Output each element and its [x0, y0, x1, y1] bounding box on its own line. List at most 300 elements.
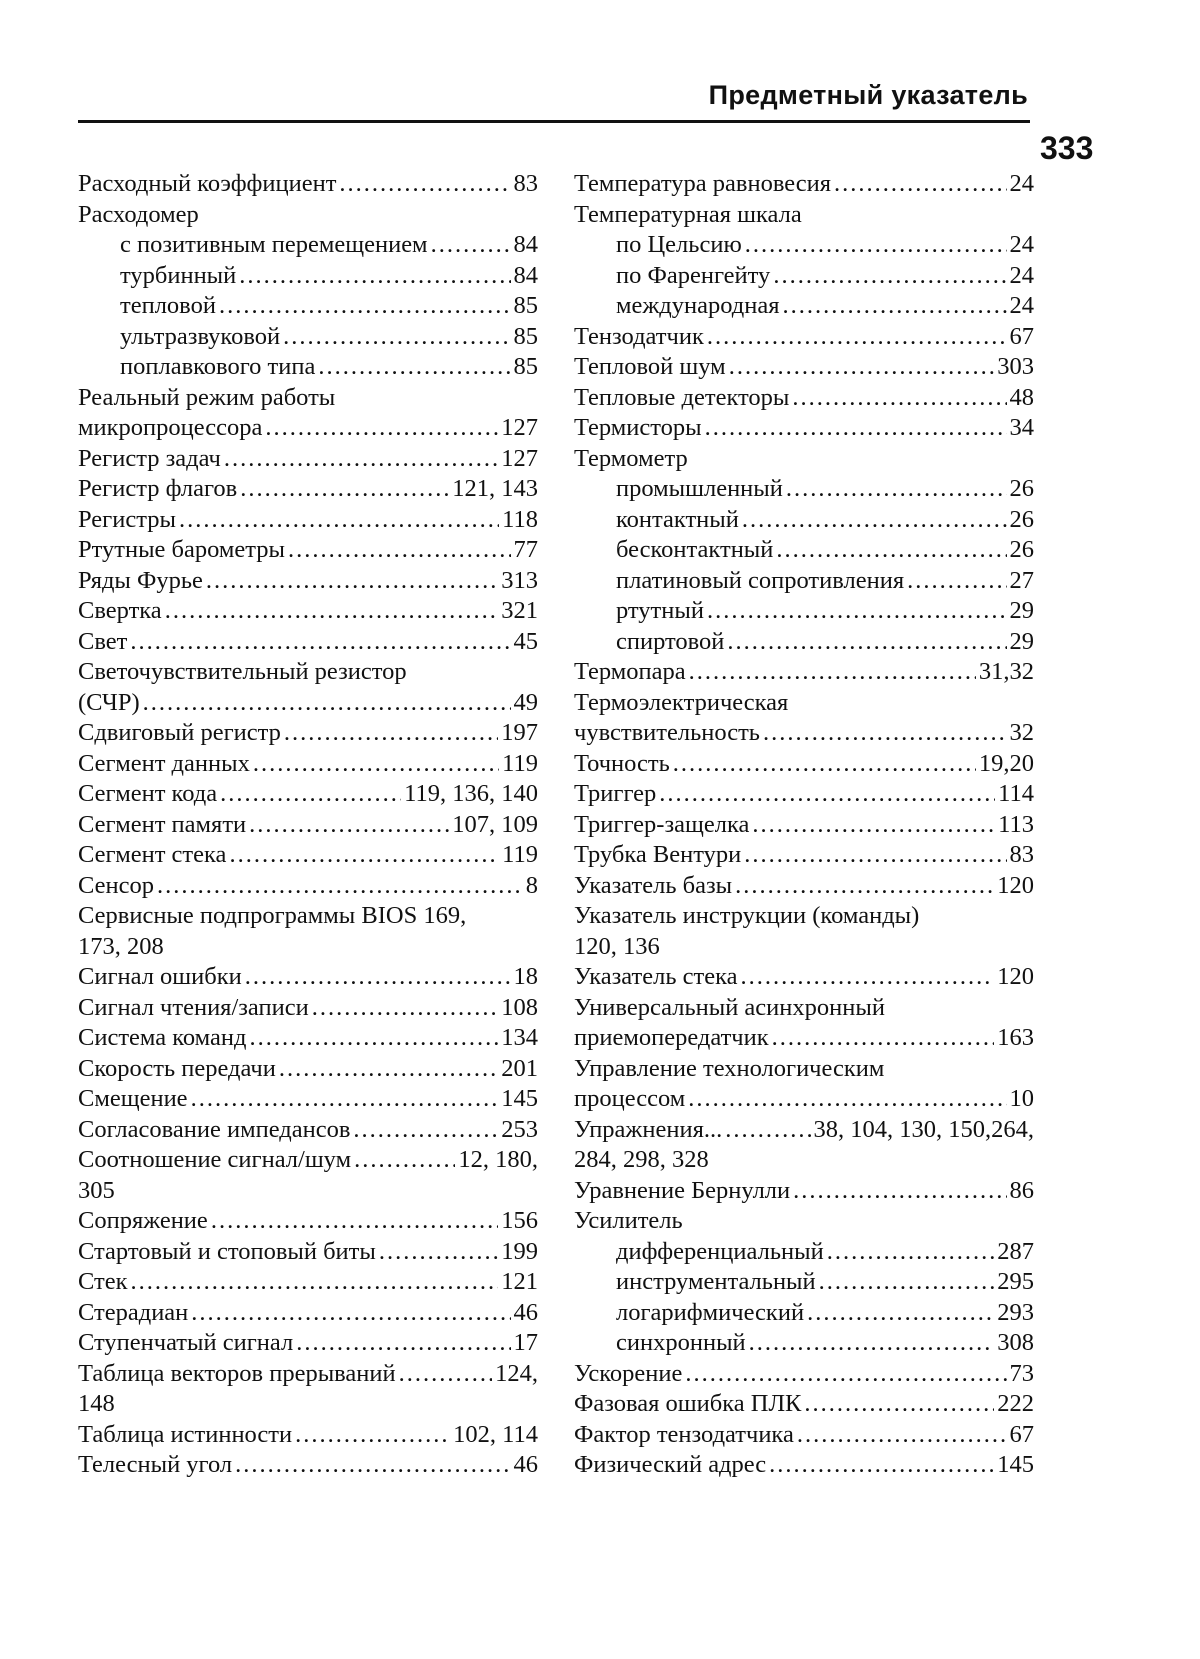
index-term: Скорость передачи [78, 1054, 276, 1082]
index-entry [574, 352, 1034, 383]
index-entry [574, 779, 1034, 810]
index-page-refs: 119, 136, 140 [404, 780, 538, 807]
dot-leader [239, 261, 510, 292]
index-page-refs: 86 [1009, 1176, 1034, 1204]
dot-leader [819, 1267, 995, 1298]
index-term: поплавкового типа [120, 353, 316, 380]
index-entry [78, 901, 538, 932]
index-page-refs: 120 [997, 963, 1034, 990]
index-term: Точность [574, 749, 670, 777]
index-page-refs: 287 [997, 1237, 1034, 1265]
index-term: по Фаренгейту [616, 261, 771, 289]
index-term: Тензодатчик [574, 322, 704, 350]
index-term: Регистры [78, 505, 176, 533]
index-term: Реальный режим работы [78, 383, 336, 411]
index-entry [78, 1176, 538, 1207]
index-term: Тепловой шум [574, 353, 726, 380]
index-term: чувствительность [574, 719, 760, 746]
dot-leader [206, 566, 498, 597]
dot-leader [729, 352, 995, 383]
index-page-refs: 18 [513, 963, 538, 990]
dot-leader [431, 230, 511, 261]
dot-leader [211, 1206, 498, 1237]
index-entry [78, 779, 538, 810]
index-subentry [574, 261, 1034, 292]
index-page-refs: 29 [1009, 597, 1034, 624]
dot-leader [312, 993, 499, 1024]
dot-leader [249, 1023, 498, 1054]
dot-leader [793, 1176, 1006, 1207]
dot-leader [827, 1237, 995, 1268]
index-term: инструментальный [616, 1268, 816, 1295]
index-entry [78, 1023, 538, 1054]
index-entry [78, 1206, 538, 1237]
index-subentry [574, 566, 1034, 597]
index-page-refs: 73 [1009, 1359, 1034, 1387]
index-page-refs: 19,20 [978, 749, 1034, 777]
index-entry [574, 444, 1034, 475]
index-page-refs: 45 [513, 627, 538, 655]
dot-leader [744, 840, 1006, 871]
index-term: микропроцессора [78, 414, 263, 441]
index-entry [574, 1115, 1034, 1146]
index-page-refs: 134 [501, 1024, 538, 1051]
index-page-refs: 293 [997, 1298, 1034, 1326]
index-page-refs: 46 [513, 1298, 538, 1326]
index-subentry [574, 596, 1034, 627]
index-page-refs: 85 [513, 322, 538, 350]
index-term: Ртутные барометры [78, 536, 286, 563]
index-entry [78, 596, 538, 627]
index-term: Трубка Вентури [574, 841, 742, 868]
index-page-refs: 85 [513, 353, 538, 380]
index-subentry [574, 291, 1034, 322]
page-number: 333 [1040, 130, 1094, 166]
index-page-refs: 24 [1009, 292, 1034, 319]
index-term: бесконтактный [616, 536, 774, 563]
index-term: Регистр флагов [78, 475, 238, 502]
index-entry [78, 1298, 538, 1329]
index-term: Светочувствительный резистор [78, 658, 407, 685]
index-page-refs: 121 [501, 1268, 538, 1295]
index-entry [574, 1206, 1034, 1237]
index-subentry [574, 627, 1034, 658]
dot-leader [834, 169, 1007, 200]
index-entry [78, 1359, 538, 1390]
index-term: синхронный [616, 1329, 746, 1356]
index-page-refs: 113 [998, 810, 1034, 838]
index-page-refs: 10 [1009, 1085, 1034, 1112]
index-entry [78, 1420, 538, 1451]
index-entry [574, 169, 1034, 200]
index-term: Термоэлектрическая [574, 688, 789, 716]
index-page-refs: 253 [501, 1115, 538, 1143]
index-entry [574, 901, 1034, 932]
index-entry [574, 1054, 1034, 1085]
dot-leader [229, 840, 499, 871]
index-term: Сегмент кода [78, 780, 218, 807]
dot-leader [219, 291, 511, 322]
index-entry [574, 413, 1034, 444]
index-page-refs: 119 [502, 841, 538, 868]
index-term: Сегмент стека [78, 841, 227, 868]
index-term: Свет [78, 627, 128, 655]
dot-leader [673, 749, 976, 780]
index-subentry [78, 261, 538, 292]
dot-leader [773, 261, 1006, 292]
index-subentry [574, 1328, 1034, 1359]
index-term: Сдвиговый регистр [78, 719, 281, 746]
index-term: турбинный [120, 261, 237, 289]
index-entry [78, 535, 538, 566]
index-page-refs: 24 [1009, 170, 1034, 197]
index-page-refs: 83 [1009, 841, 1034, 868]
index-term: Триггер [574, 780, 657, 807]
index-entry [574, 1145, 1034, 1176]
index-subentry [78, 352, 538, 383]
dot-leader [296, 1328, 510, 1359]
index-page-refs: 163 [997, 1024, 1034, 1051]
index-entry [574, 383, 1034, 414]
index-term: Расходный коэффициент [78, 170, 337, 197]
index-page-refs: 26 [1009, 475, 1034, 502]
index-term: Физический адрес [574, 1451, 767, 1478]
index-term: Термопара [574, 658, 686, 685]
index-page-refs: 108 [501, 993, 538, 1021]
dot-leader [179, 505, 499, 536]
index-term: Сегмент памяти [78, 810, 247, 838]
index-entry [574, 688, 1034, 719]
index-column-left [78, 169, 538, 1481]
dot-leader [284, 718, 498, 749]
index-page-refs: 120 [997, 871, 1034, 899]
index-entry [78, 474, 538, 505]
index-column-right [574, 169, 1034, 1481]
index-entry [574, 840, 1034, 871]
dot-leader [253, 749, 499, 780]
index-entry [78, 383, 538, 414]
dot-leader [245, 962, 511, 993]
dot-leader [353, 1115, 498, 1146]
index-term: (СЧР) [78, 688, 140, 716]
index-entry [78, 200, 538, 231]
dot-leader [727, 627, 1006, 658]
dot-leader [659, 779, 995, 810]
index-term: Стартовый и стоповый биты [78, 1237, 376, 1265]
index-term: 173, 208 [78, 932, 164, 960]
index-page-refs: 26 [1009, 536, 1034, 563]
index-term: Сегмент данных [78, 749, 250, 777]
index-entry [574, 749, 1034, 780]
index-term: Усилитель [574, 1207, 683, 1234]
index-term: спиртовой [616, 627, 725, 655]
dot-leader [797, 1420, 1007, 1451]
index-entry [574, 322, 1034, 353]
running-head-title: Предметный указатель [708, 80, 1028, 110]
index-page-refs: 29 [1009, 627, 1034, 655]
dot-leader [705, 413, 1007, 444]
index-page-refs: 32 [1009, 719, 1034, 746]
index-subentry [78, 230, 538, 261]
index-term: Термисторы [574, 414, 702, 441]
index-term: Термометр [574, 444, 688, 472]
index-page-refs: 145 [997, 1451, 1034, 1478]
dot-leader [772, 1023, 995, 1054]
index-page-refs: 127 [501, 444, 538, 472]
index-entry [78, 840, 538, 871]
index-term: Ступенчатый сигнал [78, 1329, 294, 1356]
index-page-refs: 24 [1009, 231, 1034, 258]
index-subentry [574, 230, 1034, 261]
dot-leader [707, 596, 1007, 627]
index-page-refs: 48 [1009, 383, 1034, 411]
index-page-refs: 156 [501, 1207, 538, 1234]
index-page-refs: 124, [495, 1359, 538, 1387]
dot-leader [776, 535, 1006, 566]
index-entry [78, 962, 538, 993]
index-term: Триггер-защелка [574, 810, 750, 838]
dot-leader [792, 383, 1006, 414]
index-term: ультразвуковой [120, 322, 281, 350]
index-term: Температура равновесия [574, 170, 831, 197]
index-entry [78, 657, 538, 688]
dot-leader [769, 1450, 994, 1481]
index-term: Стек [78, 1268, 128, 1295]
index-entry [574, 962, 1034, 993]
dot-leader [685, 1359, 1006, 1390]
header-rule [78, 120, 1030, 123]
index-term: процессом [574, 1085, 686, 1112]
index-term: промышленный [616, 475, 783, 502]
index-term: Таблица истинности [78, 1420, 293, 1448]
index-subentry [78, 322, 538, 353]
index-entry [574, 871, 1034, 902]
dot-leader [283, 322, 510, 353]
index-page-refs: 17 [513, 1329, 538, 1356]
index-page-refs: 12, 180, [458, 1146, 538, 1173]
index-page-refs: 67 [1009, 1420, 1034, 1448]
index-entry [78, 1328, 538, 1359]
index-subentry [574, 1267, 1034, 1298]
index-page-refs: 303 [997, 353, 1034, 380]
dot-leader [725, 1115, 810, 1146]
dot-leader [749, 1328, 995, 1359]
index-page-refs: 83 [513, 170, 538, 197]
index-entry [574, 1420, 1034, 1451]
index-page-refs: 34 [1009, 414, 1034, 441]
index-term: Тепловые детекторы [574, 383, 790, 411]
index-entry [78, 993, 538, 1024]
index-entry [574, 993, 1034, 1024]
index-term: Фазовая ошибка ПЛК [574, 1390, 802, 1417]
index-page-refs: 107, 109 [452, 810, 538, 838]
index-term: с позитивным перемещением [120, 231, 428, 258]
index-page-refs: 31,32 [978, 658, 1034, 685]
index-entry [574, 1450, 1034, 1481]
index-entry [78, 1237, 538, 1268]
dot-leader [742, 505, 1007, 536]
index-page-refs: 27 [1009, 566, 1034, 594]
index-term: Сигнал чтения/записи [78, 993, 309, 1021]
dot-leader [741, 962, 995, 993]
dot-leader [240, 474, 449, 505]
index-page-refs: 121, 143 [452, 475, 538, 502]
index-entry [78, 444, 538, 475]
index-term: Управление технологическим [574, 1054, 885, 1082]
index-term: Сопряжение [78, 1207, 208, 1234]
index-term: Температурная шкала [574, 200, 802, 228]
dot-leader [157, 871, 523, 902]
dot-leader [907, 566, 1006, 597]
index-page-refs: 295 [997, 1268, 1034, 1295]
index-page-refs: 308 [997, 1329, 1034, 1356]
index-entry [78, 749, 538, 780]
dot-leader [786, 474, 1007, 505]
index-term: Универсальный асинхронный [574, 993, 885, 1021]
dot-leader [804, 1389, 994, 1420]
index-term: Указатель стека [574, 963, 738, 990]
dot-leader [143, 688, 511, 719]
index-entry [574, 200, 1034, 231]
index-entry [574, 1176, 1034, 1207]
index-term: Сервисные подпрограммы BIOS 169, [78, 902, 467, 929]
dot-leader [318, 352, 510, 383]
index-term: Ускорение [574, 1359, 683, 1387]
index-term: 305 [78, 1176, 115, 1204]
dot-leader [688, 1084, 1006, 1115]
dot-leader [130, 627, 510, 658]
index-term: Таблица векторов прерываний [78, 1359, 396, 1387]
index-page-refs: 321 [501, 597, 538, 624]
index-entry [78, 566, 538, 597]
index-term: дифференциальный [616, 1237, 824, 1265]
index-term: Соотношение сигнал/шум [78, 1146, 352, 1173]
index-entry [78, 1389, 538, 1420]
dot-leader [235, 1450, 510, 1481]
index-term: Свертка [78, 597, 162, 624]
index-entry [78, 1054, 538, 1085]
index-term: по Цельсию [616, 231, 742, 258]
index-page-refs: 77 [513, 536, 538, 563]
dot-leader [763, 718, 1007, 749]
dot-leader [131, 1267, 499, 1298]
index-entry [78, 1115, 538, 1146]
index-page-refs: 102, 114 [453, 1420, 538, 1448]
index-term: Фактор тензодатчика [574, 1420, 794, 1448]
index-term: платиновый сопротивления [616, 566, 905, 594]
index-term: Расходомер [78, 200, 199, 228]
index-term: Стерадиан [78, 1298, 189, 1326]
dot-leader [224, 444, 498, 475]
index-entry [78, 169, 538, 200]
dot-leader [279, 1054, 498, 1085]
dot-leader [288, 535, 510, 566]
index-entry [574, 657, 1034, 688]
index-subentry [574, 535, 1034, 566]
index-entry [574, 1359, 1034, 1390]
index-entry [78, 1450, 538, 1481]
index-subentry [574, 1237, 1034, 1268]
index-entry [78, 413, 538, 444]
index-entry [78, 1145, 538, 1176]
index-page-refs: 38, 104, 130, 150,264, [813, 1115, 1034, 1143]
index-entry [574, 718, 1034, 749]
index-page-refs: 24 [1009, 261, 1034, 289]
index-term: ртутный [616, 597, 704, 624]
dot-leader [191, 1298, 510, 1329]
dot-leader [220, 779, 401, 810]
dot-leader [191, 1084, 499, 1115]
dot-leader [752, 810, 995, 841]
dot-leader [379, 1237, 498, 1268]
index-term: Сигнал ошибки [78, 963, 242, 990]
index-subentry [574, 1298, 1034, 1329]
dot-leader [399, 1359, 492, 1390]
dot-leader [265, 413, 498, 444]
index-page-refs: 26 [1009, 505, 1034, 533]
index-page-refs: 197 [501, 719, 538, 746]
index-term: контактный [616, 505, 739, 533]
index-entry [78, 1267, 538, 1298]
index-term: тепловой [120, 292, 216, 319]
index-subentry [574, 474, 1034, 505]
dot-leader [783, 291, 1007, 322]
index-subentry [78, 291, 538, 322]
dot-leader [689, 657, 976, 688]
index-entry [574, 1084, 1034, 1115]
index-term: Указатель базы [574, 871, 733, 899]
index-page-refs: 49 [513, 688, 538, 716]
index-term: Уравнение Бернулли [574, 1176, 791, 1204]
index-entry [574, 1389, 1034, 1420]
index-entry [78, 688, 538, 719]
index-page-refs: 118 [502, 505, 538, 533]
index-term: Ряды Фурье [78, 566, 203, 594]
index-page-refs: 84 [513, 261, 538, 289]
index-entry [78, 871, 538, 902]
index-page-refs: 67 [1009, 322, 1034, 350]
index-entry [78, 505, 538, 536]
index-term: международная [616, 292, 780, 319]
index-term: логарифмический [616, 1298, 805, 1326]
index-subentry [574, 505, 1034, 536]
index-term: 284, 298, 328 [574, 1146, 709, 1173]
index-term: Телесный угол [78, 1451, 233, 1478]
dot-leader [707, 322, 1007, 353]
index-entry [78, 718, 538, 749]
index-page-refs: 84 [513, 231, 538, 258]
index-term: Смещение [78, 1085, 188, 1112]
index-entry [78, 932, 538, 963]
index-term: Регистр задач [78, 444, 221, 472]
dot-leader [745, 230, 1007, 261]
index-entry [78, 1084, 538, 1115]
index-page-refs: 201 [501, 1054, 538, 1082]
index-entry [574, 1023, 1034, 1054]
index-entry [574, 932, 1034, 963]
index-page-refs: 313 [501, 566, 538, 594]
index-page-refs: 114 [998, 780, 1034, 807]
dot-leader [249, 810, 449, 841]
index-term: 148 [78, 1390, 115, 1417]
index-page-refs: 222 [997, 1390, 1034, 1417]
dot-leader [295, 1420, 450, 1451]
index-term: Сенсор [78, 871, 155, 899]
dot-leader [165, 596, 499, 627]
dot-leader [339, 169, 510, 200]
index-page-refs: 127 [501, 414, 538, 441]
index-page-refs: 199 [501, 1237, 538, 1265]
